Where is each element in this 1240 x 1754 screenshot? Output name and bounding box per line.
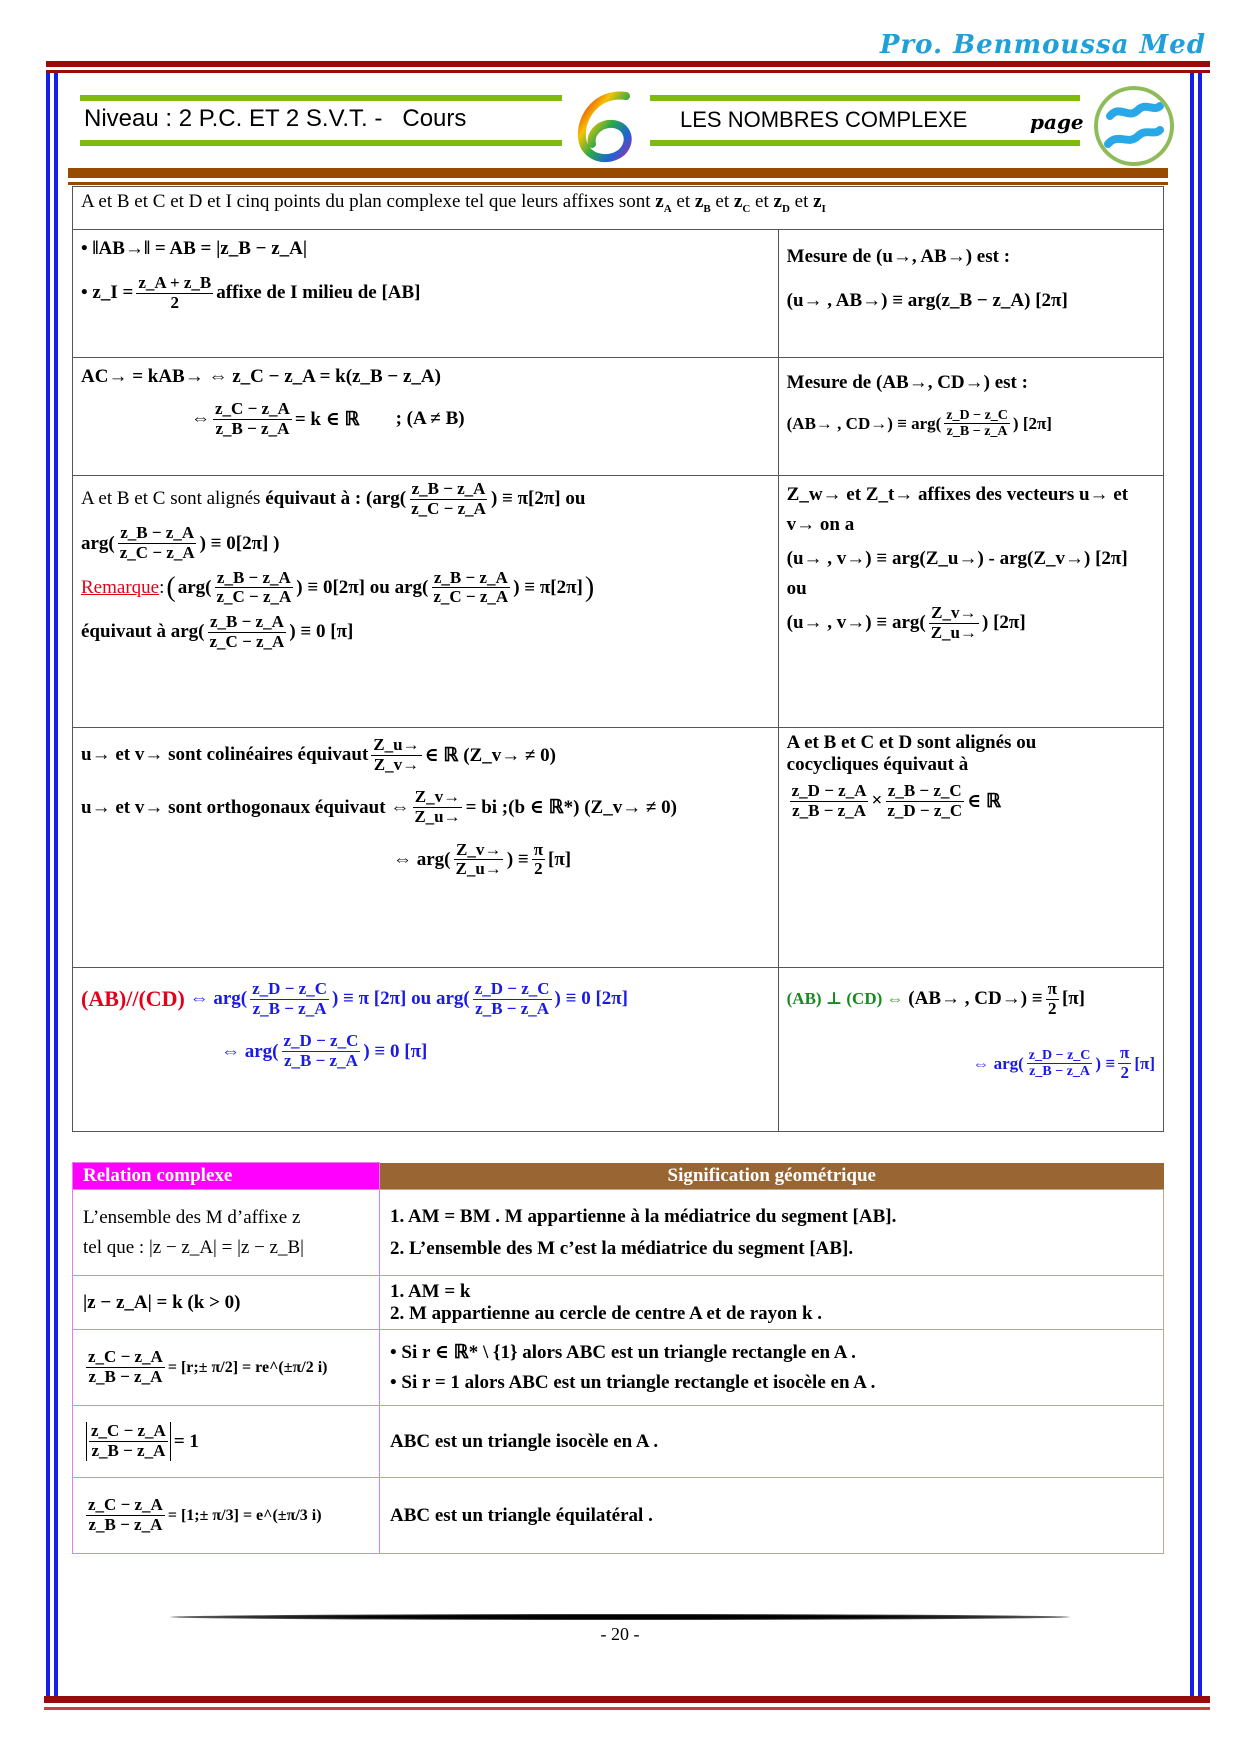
top-border-thin <box>46 70 1210 73</box>
meaning-line: • Si r ∈ ℝ* \ {1} alors ABC est un triangle rectangle en A . <box>390 1342 856 1363</box>
relation-formula: $\frac{z\_C - z\_A}{z\_B - z\_A}$ = 1 <box>83 1422 369 1460</box>
parallel-lines-cell <box>73 968 779 1132</box>
intro-cell: A et B et C et D et I cinq points du plan complexe tel que leurs affixes sont $z_A$ et $z_B$ et $z_C$ et $z_D$ et $z_I$ <box>73 187 1164 230</box>
collinear-k-cell <box>73 358 779 476</box>
formula-table <box>72 186 1164 1132</box>
meaning-line: 1. AM = BM . M appartienne à la médiatrice du segment [AB]. <box>390 1205 897 1227</box>
aligned-formula-2: arg( $\frac{z\_B - z\_A}{z\_C - z\_A}$ ) ≡ 0[2π] ) <box>81 523 280 563</box>
author-signature: Pro. Benmoussa Med <box>879 30 1206 60</box>
angle-formula: (u→ , AB→) ≡ arg(z_B − z_A) [2π] <box>786 290 1068 311</box>
aligned-formula: A et B et C sont alignés équivaut à : (arg( $\frac{z\_B - z\_A}{z\_C - z\_A}$ ) ≡ π[2π] ou <box>81 479 586 518</box>
meaning-line: 1. AM = k <box>390 1280 471 1302</box>
angle-title: Mesure de (AB→, CD→) est : <box>786 372 1028 393</box>
right-border <box>1198 73 1202 1696</box>
angle-ab-cd-cell <box>778 358 1163 476</box>
banner-line <box>650 95 1080 101</box>
table-row <box>73 1276 1164 1330</box>
left-border <box>46 73 50 1696</box>
collinear-orthogonal-cell <box>73 728 779 968</box>
orthogonal-formula: u→ et v→ sont orthogonaux équivaut ⇔ $\frac{Z\_v\to}{Z\_u\to}$ = bi ;(b ∈ ℝ*) (Z_v→ ≠ 0) <box>81 787 677 827</box>
remark-equivalence: équivaut à arg( $\frac{z\_B - z\_A}{z\_C - z\_A}$ ) ≡ 0 [π] <box>81 612 354 651</box>
table-row <box>73 1190 1164 1276</box>
concyclic-text: A et B et C et D sont alignés ou <box>786 732 1037 753</box>
page-label: page <box>1030 110 1084 134</box>
chapter-title: LES NOMBRES COMPLEXE <box>680 107 968 132</box>
right-border-inner <box>1190 73 1194 1696</box>
concyclic-cell <box>778 728 1163 968</box>
banner-divider <box>68 168 1168 178</box>
meaning-line: • Si r = 1 alors ABC est un triangle rectangle et isocèle en A . <box>390 1372 876 1393</box>
cross-ratio-formula: $\frac{z\_D - z\_A}{z\_B - z\_A}$ × $\frac{z\_B - z\_C}{z\_D - z\_C}$ ∈ ℝ <box>791 781 1002 820</box>
aligned-abc-cell <box>73 476 779 728</box>
relation-formula: |z − z_A| = k (k > 0) <box>83 1291 241 1313</box>
bottom-border-thin <box>44 1707 1210 1710</box>
remark: Remarque : ( arg( $\frac{z\_B - z\_A}{z\_C - z\_A}$ ) ≡ 0[2π] ou arg( $\frac{z\_B - z\_A}{z\_C - z\_A}$ ) ≡ π[2π] ) <box>81 567 595 607</box>
page-number: - 20 - <box>600 1624 640 1644</box>
affix-text: Z_w→ et Z_t→ affixes des vecteurs u→ et <box>786 484 1129 505</box>
affix-text-2: v→ on a <box>786 514 855 535</box>
meaning-line: ABC est un triangle isocèle en A . <box>390 1430 659 1452</box>
perpendicular-formula: (AB) ⊥ (CD) ⇔ (AB→ , CD→) ≡ $\frac{\pi}{2}$ [π] <box>786 979 1086 1018</box>
top-border-thick <box>46 61 1210 67</box>
angle-difference-formula: (u→ , v→) ≡ arg(Z_u→) - arg(Z_v→) [2π] <box>786 548 1128 569</box>
banner-line <box>650 140 1080 146</box>
relation-table <box>72 1162 1164 1554</box>
angle-u-ab-cell <box>778 230 1163 358</box>
vector-affix-cell <box>778 476 1163 728</box>
banner-line <box>80 140 562 146</box>
banner-line <box>80 95 562 101</box>
left-border-inner <box>54 73 58 1696</box>
meaning-line: 2. L’ensemble des M c’est la médiatrice du segment [AB]. <box>390 1237 854 1259</box>
distance-midpoint-cell <box>73 230 779 358</box>
bottom-border-thick <box>44 1696 1210 1703</box>
table-row <box>73 1406 1164 1478</box>
relation-text: L’ensemble des M d’affixe z <box>83 1206 301 1228</box>
relation-formula: $\frac{z\_C - z\_A}{z\_B - z\_A}$ = [1;± π/3] = e^(±π/3 i) <box>88 1495 322 1534</box>
footer-divider <box>170 1614 1070 1620</box>
vector-k-formula: AC→ = kAB→ ⇔ z_C − z_A = k(z_B − z_A) <box>81 366 441 387</box>
intro-text: A et B et C et D et I cinq points du plan complexe tel que leurs affixes sont <box>81 191 651 212</box>
level-title: Niveau : 2 P.C. ET 2 S.V.T. - Cours <box>84 105 467 132</box>
six-logo-icon <box>568 88 646 168</box>
remark-label: Remarque <box>81 576 160 598</box>
banner-divider-thin <box>68 182 1168 185</box>
table-row <box>73 1330 1164 1406</box>
parallel-formula-pi: ⇔ arg( $\frac{z\_D - z\_C}{z\_B - z\_A}$ ) ≡ 0 [π] <box>221 1031 428 1071</box>
or-label: ou <box>786 578 807 599</box>
meaning-line: ABC est un triangle équilatéral . <box>390 1504 653 1526</box>
header-relation: Relation complexe <box>73 1163 380 1190</box>
angle-quotient-formula: (u→ , v→) ≡ arg( $\frac{Z\_v\to}{Z\_u\to}$ ) [2π] <box>786 603 1026 642</box>
orthogonal-arg-formula: ⇔ arg( $\frac{Z\_v\to}{Z\_u\to}$ ) ≡ $\frac{\pi}{2}$ [π] <box>393 839 572 879</box>
relation-formula: tel que : |z − z_A| = |z − z_B| <box>83 1236 304 1258</box>
distance-formula: • ‖AB→‖ = AB = |z_B − z_A| <box>81 238 308 259</box>
angle-formula: (AB→ , CD→) ≡ arg( $\frac{z\_D - z\_C}{z\_B - z\_A}$ ) [2π] <box>786 408 1052 440</box>
header-meaning: Signification géométrique <box>380 1163 1164 1190</box>
perpendicular-lines-cell <box>778 968 1163 1132</box>
perpendicular-arg-formula: ⇔ arg( $\frac{z\_D - z\_C}{z\_B - z\_A}$ ) ≡ $\frac{\pi}{2}$ [π] <box>972 1043 1155 1083</box>
pisces-icon <box>1094 86 1174 166</box>
ratio-real-formula: ⇔ $\frac{z\_C - z\_A}{z\_B - z\_A}$ = k ∈ ℝ ; (A ≠ B) <box>191 399 465 438</box>
meaning-line: 2. M appartienne au cercle de centre A et de rayon k . <box>390 1302 823 1324</box>
collinear-formula: u→ et v→ sont colinéaires équivaut $\frac{Z\_u\to}{Z\_v\to}$ ∈ ℝ (Z_v→ ≠ 0) <box>81 735 556 774</box>
concyclic-text-2: cocycliques équivaut à <box>786 754 969 775</box>
angle-title: Mesure de (u→, AB→) est : <box>786 246 1011 267</box>
parallel-formula: (AB)//(CD) ⇔ arg( $\frac{z\_D - z\_C}{z\_B - z\_A}$ ) ≡ π [2π] ou arg( $\frac{z\_D - z\_C}{z\_B - z\_A}$ ) ≡ 0 [2π] <box>81 979 629 1018</box>
table-row <box>73 1478 1164 1554</box>
midpoint-formula: • z_I = $\frac{z\_A + z\_B}{2}$ affixe de I milieu de [AB] <box>81 273 421 312</box>
relation-formula: $\frac{z\_C - z\_A}{z\_B - z\_A}$ = [r;± π/2] = re^(±π/2 i) <box>88 1347 328 1386</box>
